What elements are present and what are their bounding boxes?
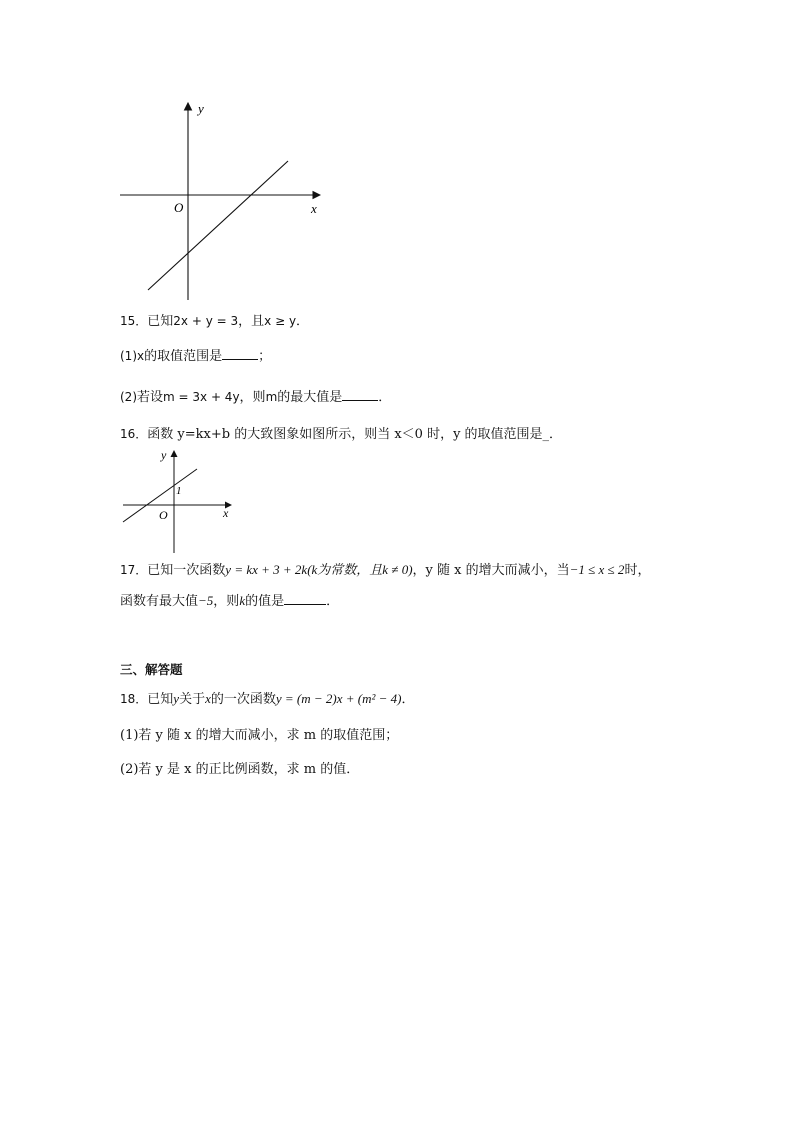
expression: m = 3x + 4y bbox=[163, 390, 240, 404]
question-number: 15． bbox=[120, 314, 148, 328]
question-text: ． bbox=[401, 692, 415, 707]
equation: 2x + y = 3 bbox=[173, 314, 239, 328]
variable: x bbox=[205, 691, 211, 706]
question-text: ． bbox=[378, 390, 392, 405]
variable: m bbox=[265, 390, 278, 404]
graph-1-linear-function bbox=[110, 95, 340, 305]
y-axis-label: y bbox=[161, 448, 167, 462]
question-text: 已知一次函数 bbox=[147, 563, 226, 578]
question-number: 18． bbox=[120, 692, 148, 706]
variable: x bbox=[137, 349, 145, 363]
x-axis-label: x bbox=[223, 506, 229, 520]
question-text: 关于 bbox=[179, 692, 206, 707]
range-expression: −1 ≤ x ≤ 2 bbox=[569, 562, 625, 577]
question-15-part-2 bbox=[120, 389, 391, 406]
function-line bbox=[148, 161, 288, 290]
question-text: ． bbox=[296, 314, 310, 329]
max-value: −5 bbox=[198, 593, 214, 608]
question-text: ，且 bbox=[238, 314, 265, 329]
answer-blank[interactable] bbox=[284, 594, 326, 605]
question-15-part-1 bbox=[120, 348, 271, 365]
question-text: ，则 bbox=[213, 594, 240, 609]
question-number: 17． bbox=[120, 563, 148, 577]
question-text: ． bbox=[326, 594, 340, 609]
question-17-line-2 bbox=[120, 593, 339, 610]
intercept-label: 1 bbox=[176, 485, 182, 497]
part-label: (1) bbox=[120, 349, 137, 363]
question-text: 已知 bbox=[147, 692, 174, 707]
section-heading: 三、解答题 bbox=[120, 662, 183, 677]
question-text: 函数有最大值 bbox=[120, 594, 199, 609]
variable: y bbox=[173, 691, 180, 706]
question-text: 若设 bbox=[137, 390, 164, 405]
question-text: 时， bbox=[624, 563, 651, 578]
graph-2-linear-function bbox=[115, 445, 245, 557]
question-18-part-2: (2)若 y 是 x 的正比例函数，求 m 的值． bbox=[120, 762, 360, 777]
y-axis-label: y bbox=[198, 101, 204, 116]
question-text: 的值是 bbox=[245, 594, 285, 609]
x-axis-label: x bbox=[311, 201, 317, 216]
variable: k bbox=[239, 593, 246, 608]
question-text: ，y 随 x 的增大而减小，当 bbox=[412, 563, 570, 578]
question-text: 的最大值是 bbox=[277, 390, 343, 405]
function-expression: y = kx + 3 + 2k bbox=[225, 562, 308, 577]
question-15 bbox=[120, 313, 309, 330]
origin-label: O bbox=[159, 508, 168, 522]
question-16 bbox=[120, 426, 562, 443]
question-text: 的取值范围是 bbox=[144, 349, 223, 364]
question-text: ，则 bbox=[239, 390, 266, 405]
part-label: (2) bbox=[120, 390, 137, 404]
question-number: 16． bbox=[120, 427, 148, 441]
answer-blank[interactable] bbox=[342, 390, 378, 401]
question-text: 函数 y=kx+b 的大致图象如图所示，则当 x＜0 时，y 的取值范围是_． bbox=[147, 427, 563, 442]
origin-label: O bbox=[174, 200, 184, 215]
function-expression: y = (m − 2)x + (m² − 4) bbox=[275, 691, 402, 706]
question-18-part-1: (1)若 y 随 x 的增大而减小，求 m 的取值范围； bbox=[120, 728, 399, 743]
constraint: (k为常数，且k ≠ 0) bbox=[307, 562, 413, 577]
question-18 bbox=[120, 691, 415, 708]
question-text: ； bbox=[258, 349, 272, 364]
question-17 bbox=[120, 562, 650, 579]
answer-blank[interactable] bbox=[222, 349, 258, 360]
question-text: 的一次函数 bbox=[210, 692, 276, 707]
condition: x ≥ y bbox=[264, 314, 297, 328]
question-text: 已知 bbox=[147, 314, 174, 329]
